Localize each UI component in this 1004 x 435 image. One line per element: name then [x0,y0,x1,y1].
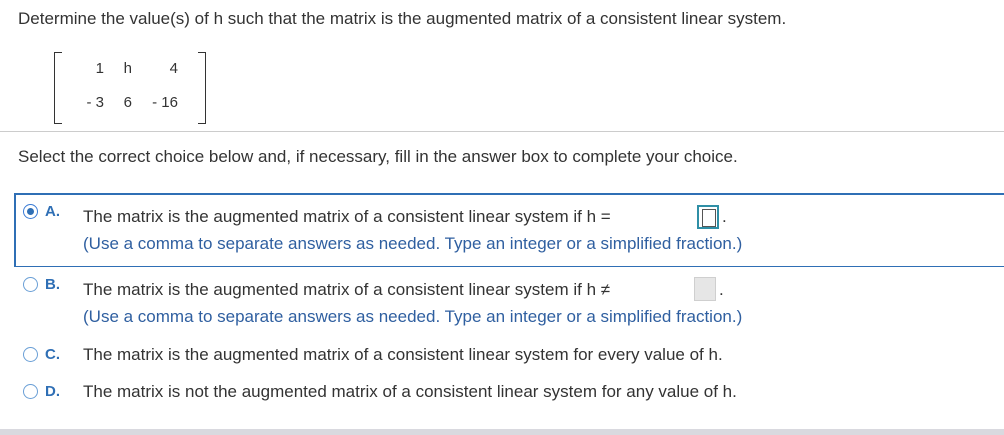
choice-b-radio[interactable] [23,277,38,292]
matrix-cell-r2c3: - 16 [152,94,178,111]
choice-a-note: (Use a comma to separate answers as needed. Type an integer or a simplified fraction.) [83,234,743,253]
choice-c-letter: C. [45,346,60,363]
bottom-bar [0,429,1004,435]
selected-choice-highlight [14,193,1004,267]
choice-d-text: The matrix is not the augmented matrix of a consistent linear system for any value of h. [83,382,737,401]
matrix-left-bracket [54,52,62,124]
matrix-cell-r1c1: 1 [95,60,104,77]
section-divider [0,131,1004,132]
choice-a-answer-input[interactable] [697,205,719,229]
matrix-right-bracket [198,52,206,124]
choice-a-radio[interactable] [23,204,38,219]
choice-b-note: (Use a comma to separate answers as needed. Type an integer or a simplified fraction.) [83,307,743,326]
choice-a-letter: A. [45,203,60,220]
choice-d-radio[interactable] [23,384,38,399]
matrix-cell-r2c1: - 3 [86,94,104,111]
choice-a-text: The matrix is the augmented matrix of a consistent linear system if h = [83,207,611,226]
question-text: Determine the value(s) of h such that the matrix is the augmented matrix of a consistent linear system. [18,9,787,28]
instruction-text: Select the correct choice below and, if necessary, fill in the answer box to complete your choice. [18,147,738,166]
matrix-cell-r2c2: 6 [123,94,132,111]
matrix-cell-r1c2: h [123,60,132,77]
choice-b-answer-input[interactable] [694,277,716,301]
choice-c-text: The matrix is the augmented matrix of a consistent linear system for every value of h. [83,345,723,364]
choice-c-radio[interactable] [23,347,38,362]
choice-a-period: . [722,207,727,226]
choice-b-letter: B. [45,276,60,293]
choice-d-letter: D. [45,383,60,400]
matrix-cell-r1c3: 4 [169,60,178,77]
choice-b-text: The matrix is the augmented matrix of a consistent linear system if h ≠ [83,280,611,299]
augmented-matrix [54,52,206,122]
choice-b-period: . [719,280,724,299]
